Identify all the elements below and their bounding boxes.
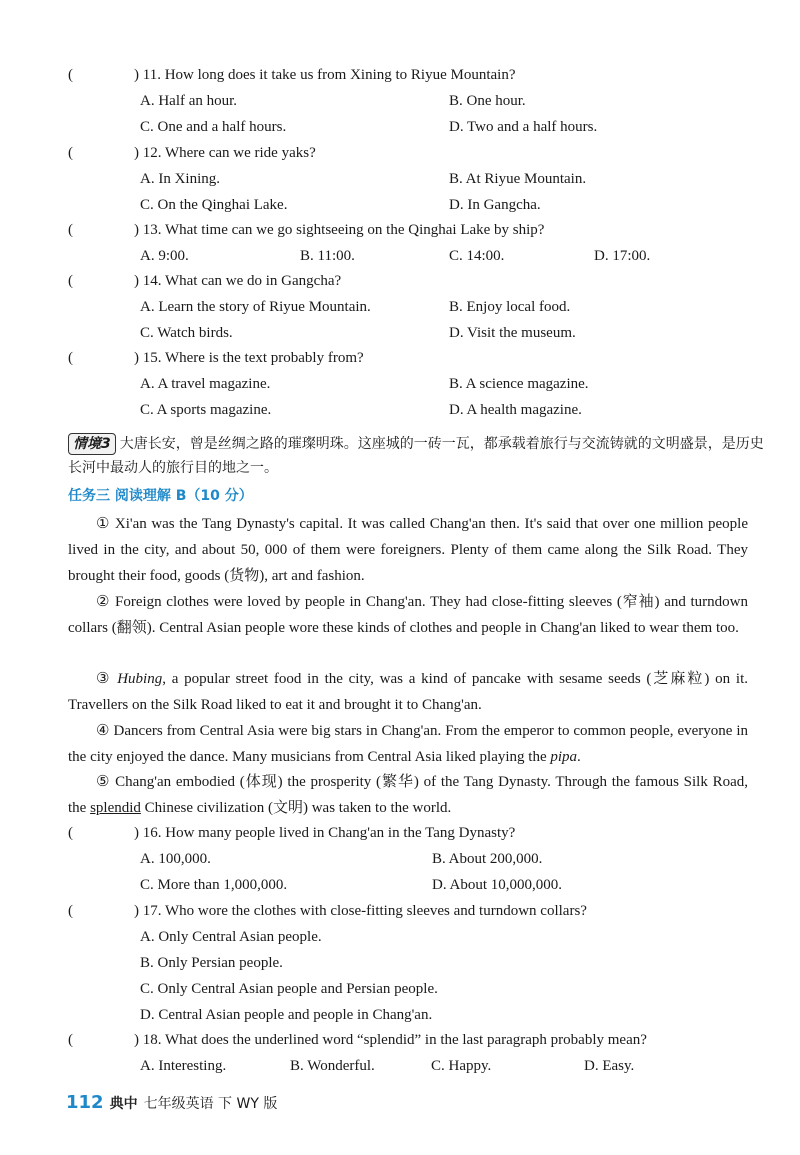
answer-blank[interactable]: (: [68, 145, 73, 161]
underlined-word: splendid: [90, 800, 141, 816]
page-number: 112: [66, 1092, 104, 1113]
option-c: C. Only Central Asian people and Persian people.: [140, 981, 438, 997]
answer-blank[interactable]: (: [68, 350, 73, 366]
option-d: D. Central Asian people and people in Chang'an.: [140, 1007, 433, 1023]
question-17: [68, 898, 768, 1028]
question-stem: ) 14. What can we do in Gangcha?: [134, 273, 342, 289]
answer-blank[interactable]: (: [68, 825, 73, 841]
italic-term: Hubing: [117, 671, 163, 687]
option-d: D. About 10,000,000.: [432, 877, 563, 893]
option-a: A. A travel magazine.: [140, 376, 271, 392]
option-b: B. 11:00.: [300, 248, 355, 264]
option-d: D. Two and a half hours.: [449, 119, 598, 135]
question-12: [68, 140, 768, 218]
question-16: [68, 820, 768, 898]
option-a: A. Learn the story of Riyue Mountain.: [140, 299, 371, 315]
question-15: [68, 345, 768, 423]
paragraph-text-end: Chinese civilization (文明) was taken to the world.: [140, 800, 452, 816]
option-d: D. A health magazine.: [449, 402, 582, 418]
option-b: B. At Riyue Mountain.: [449, 171, 587, 187]
option-d: D. 17:00.: [594, 248, 651, 264]
passage-paragraph-1: ① Xi'an was the Tang Dynasty's capital. It was called Chang'an then. It's said that over one million people lived in the city, and about 50, 000 of them were foreigners. Plenty of them came along the Silk Road. They brought their food, goods (货物), art and fashion.: [68, 516, 748, 584]
option-c: C. Happy.: [431, 1058, 492, 1074]
option-c: C. More than 1,000,000.: [140, 877, 288, 893]
italic-term: pipa: [550, 749, 578, 765]
option-a: A. Interesting.: [140, 1058, 227, 1074]
option-b: B. A science magazine.: [449, 376, 589, 392]
option-c: C. A sports magazine.: [140, 402, 272, 418]
option-a: A. 9:00.: [140, 248, 189, 264]
task-title: 任务三 阅读理解 B（10 分）: [68, 488, 253, 504]
option-a: A. Half an hour.: [140, 93, 238, 109]
paragraph-marker: ③: [96, 671, 118, 687]
option-d: D. Visit the museum.: [449, 325, 576, 341]
answer-blank[interactable]: (: [68, 222, 73, 238]
paragraph-text: ⑤ Chang'an embodied (体现) the prosperity (繁华) of the Tang Dynasty. Through the famous Silk Road, the: [68, 774, 748, 816]
question-14: [68, 268, 768, 346]
answer-blank[interactable]: (: [68, 67, 73, 83]
paragraph-end: .: [577, 749, 581, 765]
publisher-logo: 典中: [109, 1096, 138, 1112]
paragraph-text: ④ Dancers from Central Asia were big stars in Chang'an. From the emperor to common people, everyone in the city enjoyed the dance. Many musicians from Central Asia liked playing the: [68, 723, 748, 765]
option-d: D. In Gangcha.: [449, 197, 541, 213]
question-stem: ) 12. Where can we ride yaks?: [134, 145, 316, 161]
option-b: B. Wonderful.: [290, 1058, 375, 1074]
option-b: B. About 200,000.: [432, 851, 543, 867]
option-c: C. 14:00.: [449, 248, 505, 264]
question-stem: ) 13. What time can we go sightseeing on the Qinghai Lake by ship?: [134, 222, 545, 238]
option-d: D. Easy.: [584, 1058, 635, 1074]
page-footer: [66, 1092, 277, 1113]
paragraph-text: , a popular street food in the city, was a kind of pancake with sesame seeds (芝麻粒) on it. Travellers on the Silk Road liked to eat it and brought it to Chang'an.: [68, 671, 748, 713]
answer-blank[interactable]: (: [68, 1032, 73, 1048]
question-11: [68, 62, 768, 140]
question-stem: ) 11. How long does it take us from Xining to Riyue Mountain?: [134, 67, 516, 83]
option-c: C. On the Qinghai Lake.: [140, 197, 288, 213]
question-stem: ) 16. How many people lived in Chang'an in the Tang Dynasty?: [134, 825, 516, 841]
book-title: 七年级英语 下 WY 版: [143, 1096, 278, 1112]
situation-intro: [68, 432, 768, 480]
option-a: A. In Xining.: [140, 171, 220, 187]
option-a: A. Only Central Asian people.: [140, 929, 322, 945]
question-stem: ) 15. Where is the text probably from?: [134, 350, 364, 366]
situation-text: 大唐长安，曾是丝绸之路的璀璨明珠。这座城的一砖一瓦，都承载着旅行与交流铸就的文明盛景，是历史长河中最动人的旅行目的地之一。: [68, 436, 764, 476]
question-stem: ) 17. Who wore the clothes with close-fitting sleeves and turndown collars?: [134, 903, 587, 919]
passage-paragraph-2: ② Foreign clothes were loved by people in Chang'an. They had close-fitting sleeves (窄袖) and turndown collars (翻领). Central Asian people wore these kinds of clothes and people in Chang'an liked to wear them too.: [68, 594, 748, 636]
passage-paragraph-3: [68, 666, 748, 718]
option-c: C. One and a half hours.: [140, 119, 287, 135]
question-18: [68, 1027, 768, 1079]
option-b: B. One hour.: [449, 93, 526, 109]
option-b: B. Only Persian people.: [140, 955, 283, 971]
question-13: [68, 217, 768, 269]
option-a: A. 100,000.: [140, 851, 211, 867]
answer-blank[interactable]: (: [68, 903, 73, 919]
option-b: B. Enjoy local food.: [449, 299, 571, 315]
situation-badge: 情境3: [68, 433, 116, 455]
option-c: C. Watch birds.: [140, 325, 233, 341]
passage-paragraph-5: [68, 769, 748, 821]
answer-blank[interactable]: (: [68, 273, 73, 289]
passage-paragraph-4: [68, 718, 748, 770]
question-stem: ) 18. What does the underlined word “splendid” in the last paragraph probably mean?: [134, 1032, 647, 1048]
